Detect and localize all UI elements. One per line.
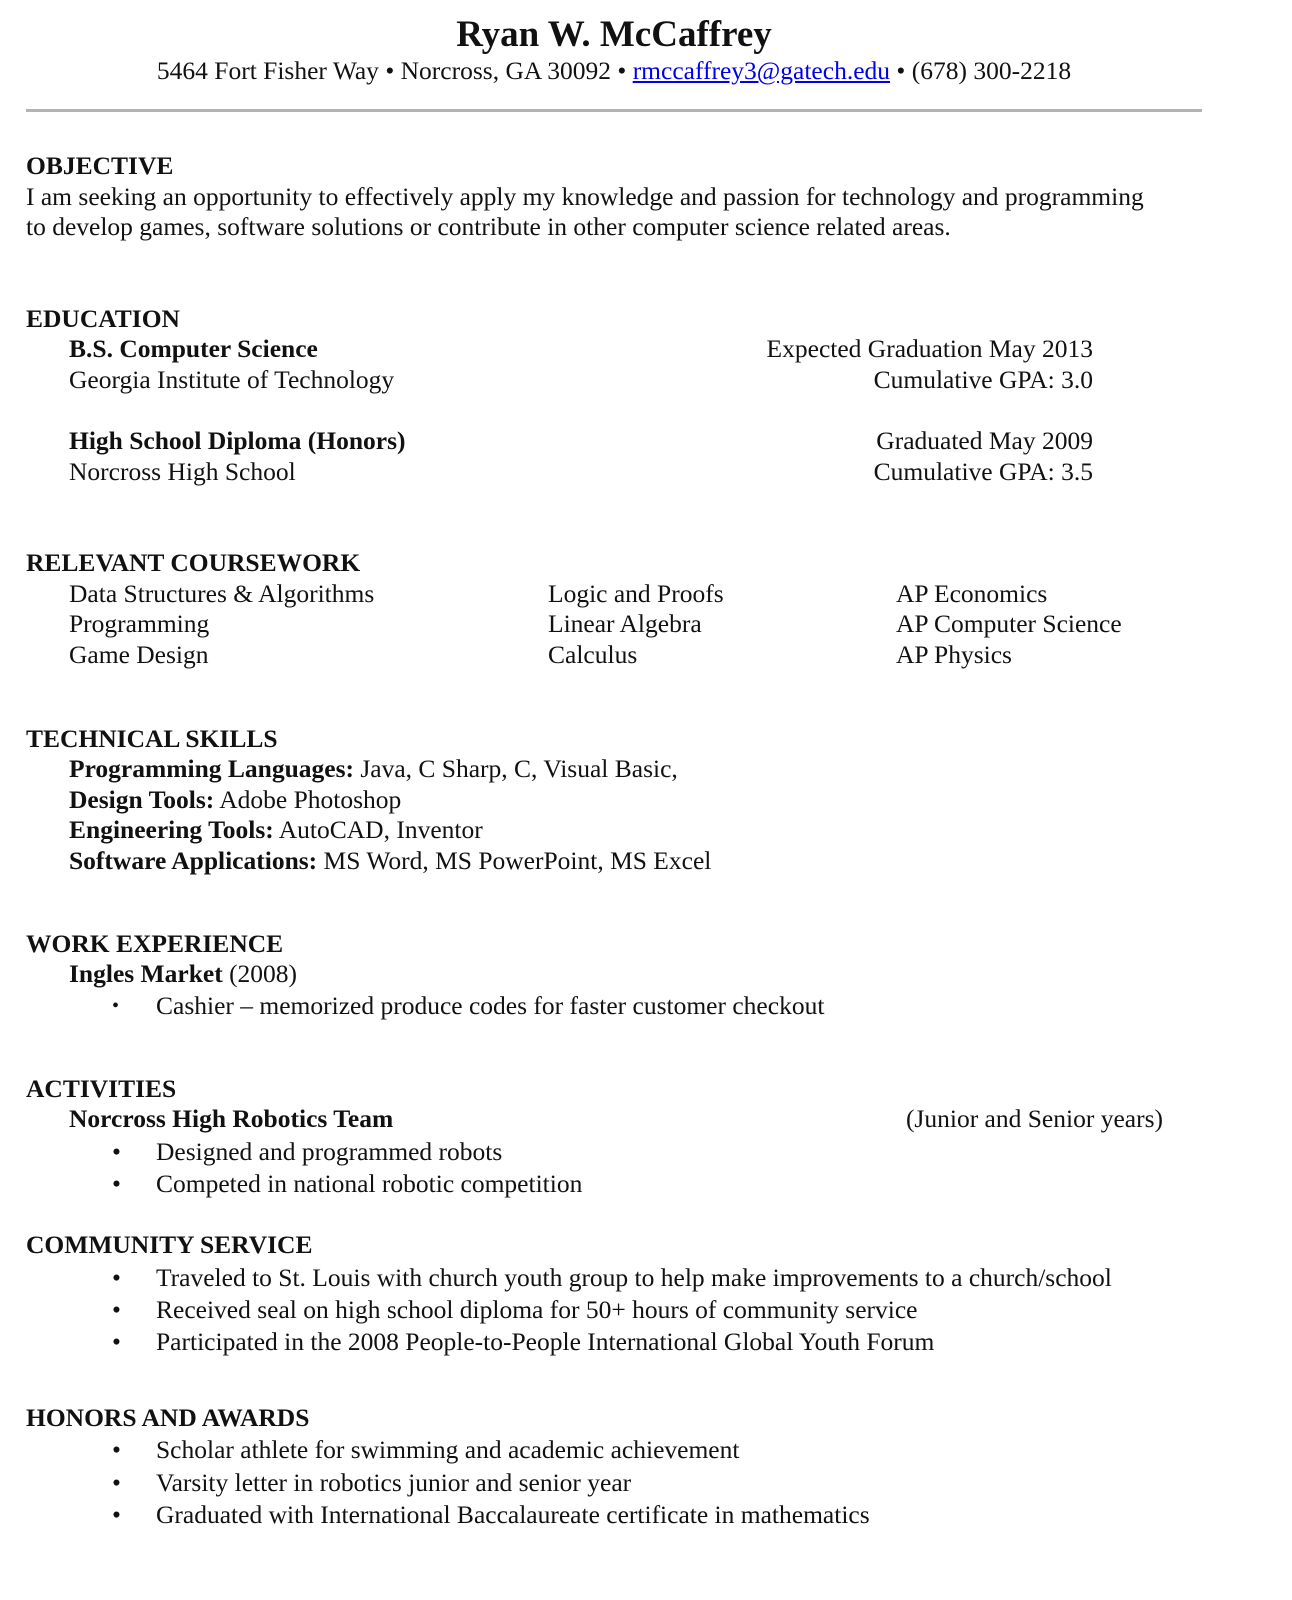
list-item: Traveled to St. Louis with church youth group to help make improvements to a church/school (156, 1263, 1112, 1292)
course: AP Economics (896, 579, 1048, 608)
list-item: Competed in national robotic competition (156, 1169, 583, 1198)
separator: • (611, 56, 633, 85)
skill-value: AutoCAD, Inventor (273, 815, 483, 844)
activity-title: Norcross High Robotics Team (69, 1104, 394, 1133)
course: Linear Algebra (548, 609, 702, 638)
bullet-icon: • (112, 1500, 121, 1529)
separator: • (378, 56, 401, 85)
degree: High School Diploma (Honors) (69, 426, 406, 455)
bullet-icon: • (112, 1327, 121, 1356)
list-item: Participated in the 2008 People-to-People International Global Youth Forum (156, 1327, 935, 1356)
work-year: (2008) (222, 959, 298, 988)
skill-label: Software Applications: (69, 846, 318, 875)
section-heading-education: EDUCATION (26, 304, 180, 333)
course: Calculus (548, 640, 638, 669)
skill-row (69, 785, 401, 815)
bullet-icon: • (112, 1468, 121, 1497)
bullet-icon: • (112, 1295, 121, 1324)
section-heading-honors: HONORS AND AWARDS (26, 1403, 310, 1432)
course: Logic and Proofs (548, 579, 724, 608)
list-item: Received seal on high school diploma for 50+ hours of community service (156, 1295, 918, 1324)
section-heading-objective: OBJECTIVE (26, 151, 174, 180)
employer-row (69, 959, 297, 989)
resume-name: Ryan W. McCaffrey (456, 14, 772, 55)
section-heading-skills: TECHNICAL SKILLS (26, 724, 278, 753)
contact-line (0, 56, 1228, 86)
graduation-date: Expected Graduation May 2013 (766, 334, 1093, 363)
employer: Ingles Market (69, 959, 223, 988)
activity-period: (Junior and Senior years) (905, 1104, 1163, 1133)
list-item: Designed and programmed robots (156, 1137, 503, 1166)
bullet-icon: • (112, 1169, 121, 1198)
course: AP Physics (896, 640, 1012, 669)
skill-row (69, 815, 483, 845)
email-link[interactable]: rmccaffrey3@gatech.edu (632, 56, 891, 85)
section-heading-community: COMMUNITY SERVICE (26, 1230, 313, 1259)
skill-label: Engineering Tools: (69, 815, 274, 844)
separator: • (890, 56, 912, 85)
gpa: Cumulative GPA: 3.5 (873, 457, 1093, 486)
city: Norcross, GA 30092 (400, 56, 611, 85)
school: Georgia Institute of Technology (69, 365, 395, 394)
skill-value: MS Word, MS PowerPoint, MS Excel (317, 846, 712, 875)
course: Programming (69, 609, 210, 638)
skill-row (69, 754, 678, 784)
bullet-icon: • (112, 1435, 121, 1464)
course: Data Structures & Algorithms (69, 579, 375, 608)
section-heading-activities: ACTIVITIES (26, 1074, 177, 1103)
skill-label: Design Tools: (69, 785, 215, 814)
degree: B.S. Computer Science (69, 334, 318, 363)
objective-text: I am seeking an opportunity to effectively apply my knowledge and passion for technology and programming (26, 182, 1144, 211)
bullet-icon: • (112, 1137, 121, 1166)
skill-value: Java, C Sharp, C, Visual Basic, (353, 754, 678, 783)
phone: (678) 300-2218 (911, 56, 1072, 85)
graduation-date: Graduated May 2009 (876, 426, 1093, 455)
skill-label: Programming Languages: (69, 754, 354, 783)
bullet-icon: • (112, 1263, 121, 1292)
list-item: Cashier – memorized produce codes for faster customer checkout (156, 991, 825, 1020)
list-item: Scholar athlete for swimming and academic achievement (156, 1435, 740, 1464)
address: 5464 Fort Fisher Way (156, 56, 379, 85)
course: Game Design (69, 640, 209, 669)
section-heading-coursework: RELEVANT COURSEWORK (26, 548, 361, 577)
list-item: Varsity letter in robotics junior and senior year (156, 1468, 632, 1497)
list-item: Graduated with International Baccalaureate certificate in mathematics (156, 1500, 870, 1529)
header-divider (26, 109, 1202, 112)
section-heading-work: WORK EXPERIENCE (26, 929, 284, 958)
skill-row (69, 846, 711, 876)
objective-text: to develop games, software solutions or contribute in other computer science related areas. (26, 212, 951, 241)
school: Norcross High School (69, 457, 296, 486)
course: AP Computer Science (896, 609, 1122, 638)
gpa: Cumulative GPA: 3.0 (873, 365, 1093, 394)
skill-value: Adobe Photoshop (214, 785, 402, 814)
bullet-icon: • (112, 995, 120, 1017)
